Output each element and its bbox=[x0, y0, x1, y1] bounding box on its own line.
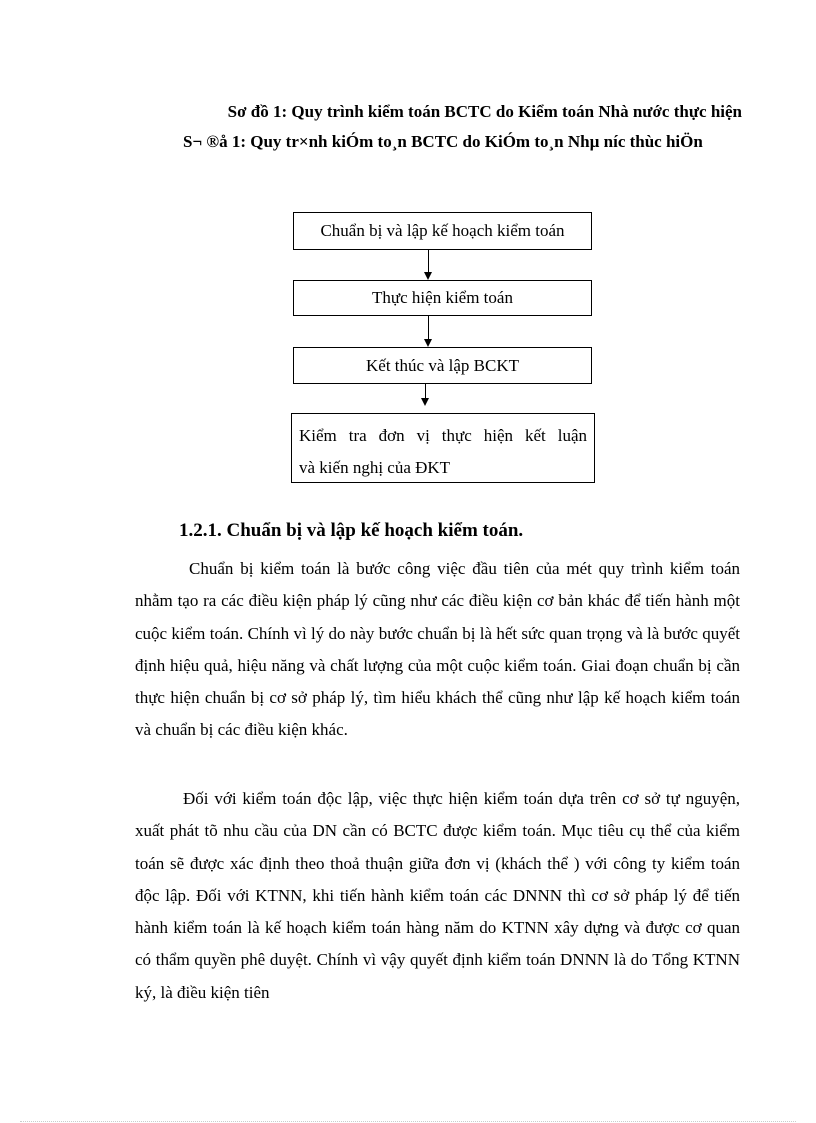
flow-arrow-2 bbox=[428, 316, 429, 339]
paragraph-preparation: Chuẩn bị kiểm toán là bước công việc đầu tiên của mét quy trình kiểm toán nhằm tạo ra các điều kiện pháp lý cũng như các điều kiện cơ bản khác để tiến hành một cuộc kiểm toán. Chính vì lý do này bước chuẩn bị là hết sức quan trọng và là bước quyết định hiệu quả, hiệu năng và chất lượng của một cuộc kiểm toán. Giai đoạn chuẩn bị cần thực hiện chuẩn bị cơ sở pháp lý, tìm hiểu khách thể cũng như lập kế hoạch kiểm toán và chuẩn bị các điều kiện khác. bbox=[135, 559, 740, 740]
flow-step-followup bbox=[291, 413, 595, 483]
flow-arrowhead-3 bbox=[421, 398, 429, 406]
diagram-caption: Sơ đồ 1: Quy trình kiểm toán BCTC do Kiểm toán Nhà nước thực hiện bbox=[227, 102, 742, 121]
page-bottom-rule bbox=[20, 1121, 796, 1122]
section-heading: 1.2.1. Chuẩn bị và lập kế hoạch kiểm toán. bbox=[179, 520, 524, 541]
flow-step-followup-line1: Kiểm tra đơn vị thực hiện kết luận bbox=[299, 426, 587, 445]
diagram-caption-garbled: S¬ ®å 1: Quy tr×nh kiÓm to¸n BCTC do KiÓm to¸n Nhµ níc thùc hiÖn bbox=[183, 132, 703, 151]
flow-step-conclude bbox=[293, 347, 592, 384]
flow-step-prepare-label: Chuẩn bị và lập kế hoạch kiểm toán bbox=[320, 221, 565, 240]
flow-arrow-3 bbox=[425, 384, 426, 398]
paragraph-legal-basis: Đối với kiểm toán độc lập, việc thực hiện kiểm toán dựa trên cơ sở tự nguyện, xuất phát tõ nhu cầu của DN cần có BCTC được kiểm toán. Mục tiêu cụ thể của kiểm toán sẽ được xác định theo thoả thuận giữa đơn vị (khách thể ) với công ty kiểm toán độc lập. Đối với KTNN, khi tiến hành kiểm toán các DNNN thì cơ sở pháp lý để tiến hành kiểm toán là kế hoạch kiểm toán hàng năm do KTNN xây dựng và được cơ quan có thẩm quyền phê duyệt. Chính vì vậy quyết định kiểm toán DNNN là do Tổng KTNN ký, là điều kiện tiên bbox=[135, 789, 740, 1002]
flow-step-prepare bbox=[293, 212, 592, 250]
flow-arrow-1 bbox=[428, 250, 429, 272]
flow-step-execute bbox=[293, 280, 592, 316]
flow-arrowhead-2 bbox=[424, 339, 432, 347]
flow-step-conclude-label: Kết thúc và lập BCKT bbox=[366, 355, 519, 375]
flow-step-followup-line2: và kiến nghị của ĐKT bbox=[299, 458, 451, 477]
flow-arrowhead-1 bbox=[424, 272, 432, 280]
flow-step-execute-label: Thực hiện kiểm toán bbox=[372, 288, 513, 307]
